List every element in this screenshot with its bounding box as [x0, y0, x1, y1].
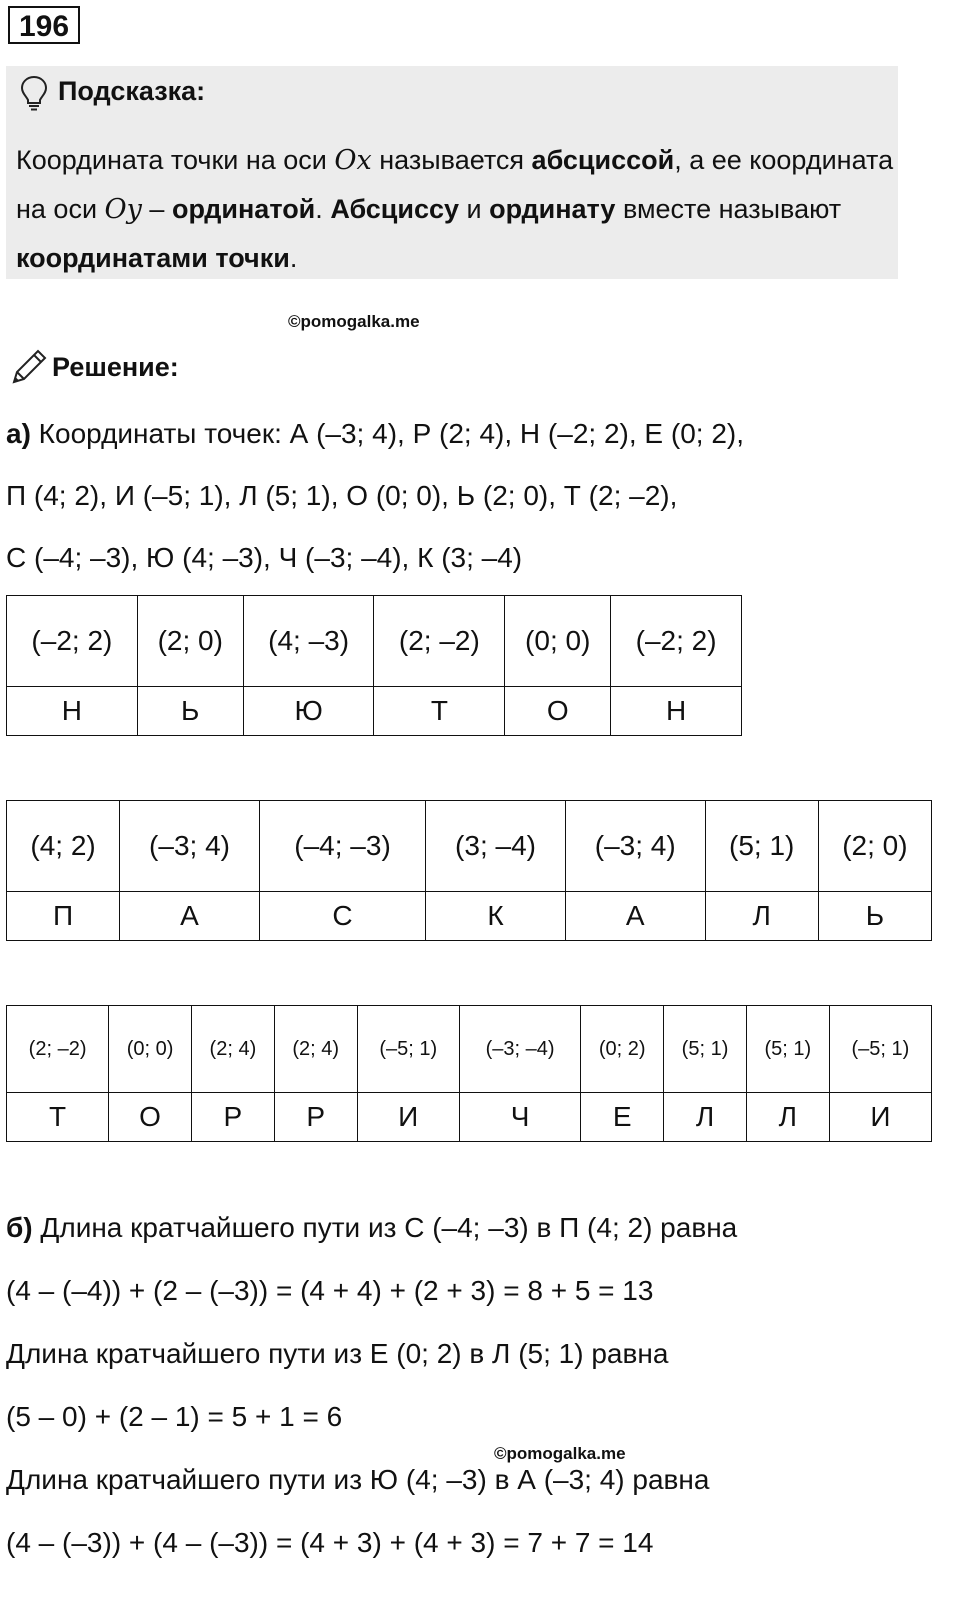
part-a-line-1: а) Координаты точек: А (–3; 4), Р (2; 4), Н (–2; 2), Е (0; 2), [6, 418, 745, 449]
letter-cell: Ч [459, 1093, 580, 1142]
coord-cell: (–4; –3) [259, 801, 425, 892]
coord-cell: (4; –3) [243, 596, 374, 687]
letter-cell: А [120, 892, 260, 941]
letter-cell: Е [581, 1093, 664, 1142]
watermark: ©pomogalka.me [288, 312, 420, 331]
coord-cell: (0; 0) [505, 596, 611, 687]
coord-cell: (2; 0) [818, 801, 931, 892]
watermark: ©pomogalka.me [494, 1444, 626, 1463]
coord-cell: (–3; 4) [565, 801, 705, 892]
letter-cell: Н [611, 687, 742, 736]
cipher-table-1 [6, 595, 742, 736]
letter-cell: О [109, 1093, 192, 1142]
letter-cell: Л [746, 1093, 829, 1142]
coord-cell: (2; –2) [7, 1006, 109, 1093]
coord-cell: (–5; 1) [357, 1006, 459, 1093]
coord-cell: (0; 0) [109, 1006, 192, 1093]
letter-cell: И [357, 1093, 459, 1142]
lightbulb-icon [18, 74, 50, 112]
letter-cell: С [259, 892, 425, 941]
part-b-line-6: (4 – (–3)) + (4 – (–3)) = (4 + 3) + (4 + 3) = 7 + 7 = 14 [6, 1527, 654, 1558]
cipher-table-3 [6, 1005, 932, 1142]
letter-cell: Л [705, 892, 818, 941]
letter-cell: О [505, 687, 611, 736]
solution-title: Решение: [52, 352, 179, 382]
part-b-line-4: (5 – 0) + (2 – 1) = 5 + 1 = 6 [6, 1401, 343, 1432]
letter-cell: Ю [243, 687, 374, 736]
coord-cell: (0; 2) [581, 1006, 664, 1093]
coord-cell: (5; 1) [746, 1006, 829, 1093]
coord-cell: (–2; 2) [7, 596, 138, 687]
hint-text: Координата точки на оси Ox называется абсциссой, а ее координата на оси Oy – ординатой. Абсциссу и ординату вместе называют координатами точки. [16, 145, 894, 273]
coord-cell: (–5; 1) [829, 1006, 931, 1093]
letter-cell: К [426, 892, 566, 941]
letter-cell: Ь [137, 687, 243, 736]
part-b-line-1: б) Длина кратчайшего пути из С (–4; –3) в П (4; 2) равна [6, 1212, 738, 1243]
part-b-line-2: (4 – (–4)) + (2 – (–3)) = (4 + 4) + (2 + 3) = 8 + 5 = 13 [6, 1275, 654, 1306]
coord-cell: (2; 4) [191, 1006, 274, 1093]
letter-cell: А [565, 892, 705, 941]
pencil-icon [8, 348, 48, 388]
letter-cell: Т [7, 1093, 109, 1142]
letter-cell: Л [664, 1093, 747, 1142]
letter-cell: Т [374, 687, 505, 736]
coord-cell: (–3; 4) [120, 801, 260, 892]
coord-cell: (–2; 2) [611, 596, 742, 687]
part-a-line-3: С (–4; –3), Ю (4; –3), Ч (–3; –4), К (3; –4) [6, 542, 523, 573]
letter-cell: И [829, 1093, 931, 1142]
coord-cell: (2; 4) [274, 1006, 357, 1093]
coord-cell: (5; 1) [705, 801, 818, 892]
coord-cell: (–3; –4) [459, 1006, 580, 1093]
coord-cell: (3; –4) [426, 801, 566, 892]
letter-cell: П [7, 892, 120, 941]
cipher-table-2 [6, 800, 932, 941]
part-a-line-2: П (4; 2), И (–5; 1), Л (5; 1), О (0; 0), Ь (2; 0), Т (2; –2), [6, 480, 678, 511]
coord-cell: (4; 2) [7, 801, 120, 892]
letter-cell: Ь [818, 892, 931, 941]
letter-cell: Н [7, 687, 138, 736]
part-b-line-3: Длина кратчайшего пути из Е (0; 2) в Л (5; 1) равна [6, 1338, 669, 1369]
coord-cell: (2; 0) [137, 596, 243, 687]
hint-title: Подсказка: [58, 76, 206, 106]
letter-cell: Р [191, 1093, 274, 1142]
task-number: 196 [8, 6, 80, 44]
part-b-line-5: Длина кратчайшего пути из Ю (4; –3) в А (–3; 4) равна [6, 1464, 710, 1495]
coord-cell: (5; 1) [664, 1006, 747, 1093]
coord-cell: (2; –2) [374, 596, 505, 687]
letter-cell: Р [274, 1093, 357, 1142]
